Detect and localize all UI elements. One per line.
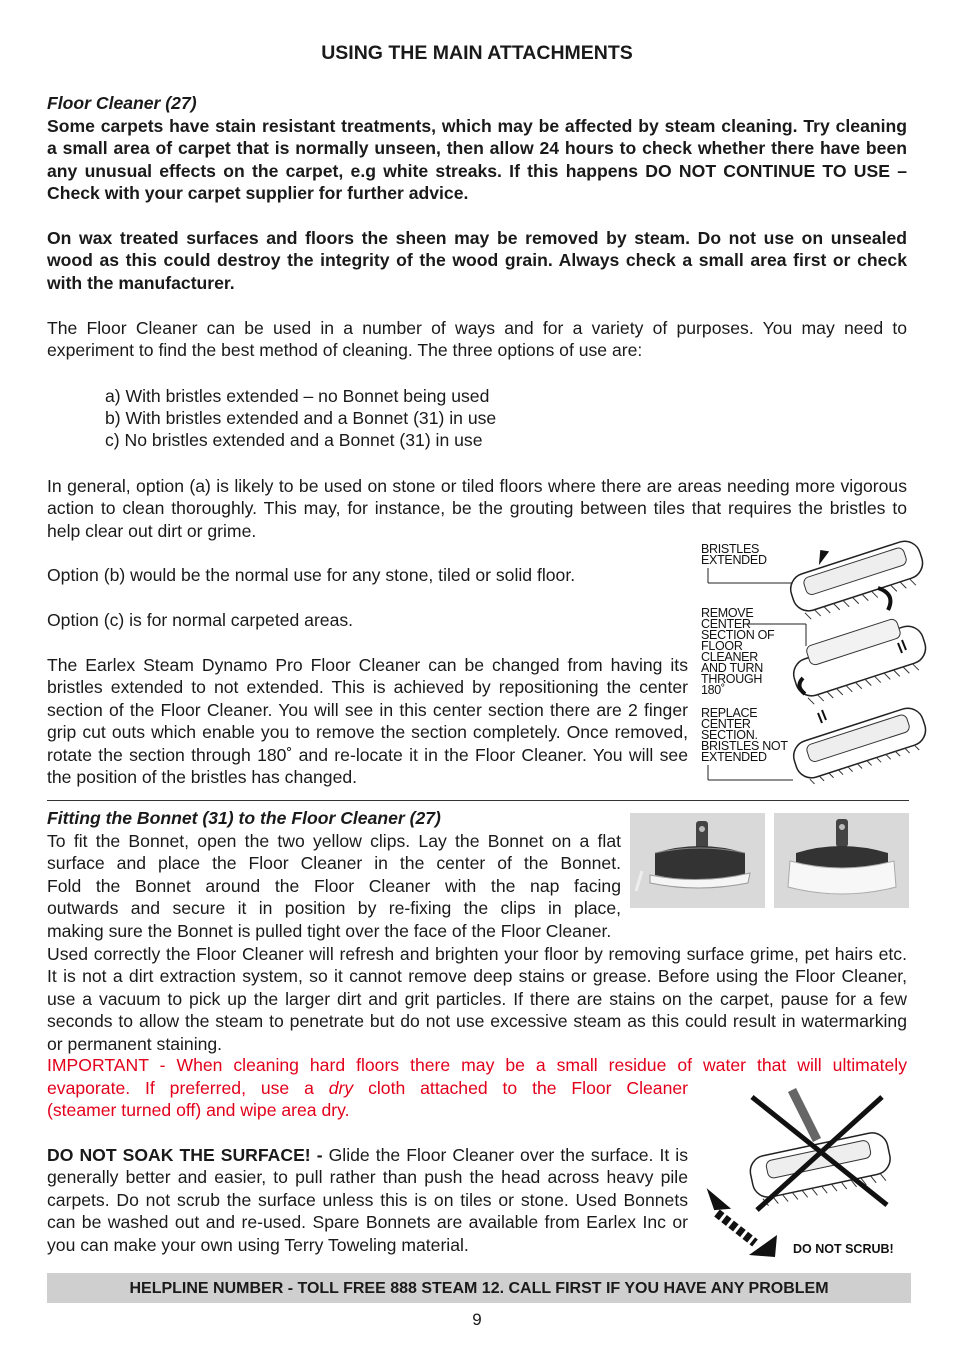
option-c-paragraph: Option (c) is for normal carpeted areas.	[47, 610, 354, 630]
diagram-label-extended	[701, 542, 767, 567]
option-a: a) With bristles extended – no Bonnet being used	[105, 386, 490, 406]
bonnet-line-2: surface and place the Floor Cleaner in the center of the Bonnet.	[47, 853, 621, 874]
used-correctly-paragraph: Used correctly the Floor Cleaner will refresh and brighten your floor by removing surface grime, pet hairs etc. It is not a dirt extraction system, so it cannot remove deep stains or grease. Before using the Floor Cleaner, use a vacuum to pick up the larger dirt and grit particles. If there are stains on the carpet, pause for a few seconds to allow the steam to penetrate but do not use excessive steam as this could result in watermarking or permanent staining.	[47, 944, 907, 1054]
rotate-arrow-icon	[878, 588, 890, 610]
important-line-1: IMPORTANT - When cleaning hard floors there may be a small residue of water that will ultimately	[47, 1055, 907, 1075]
scrub-arrow-icon	[699, 1188, 777, 1257]
section-divider	[47, 800, 909, 801]
cleaner-head-not-extended	[790, 704, 928, 788]
bonnet-line-3: Fold the Bonnet around the Floor Cleaner with the nap facing	[47, 875, 621, 896]
svg-text:EXTENDED: EXTENDED	[701, 750, 767, 764]
bonnet-line-4: outwards and secure it in position by re-fixing the clips in place,	[47, 898, 621, 919]
do-not-scrub-illustration	[697, 1085, 909, 1265]
label-extended: EXTENDED	[701, 553, 767, 567]
important-line-2: evaporate. If preferred, use a dry cloth attached to the Floor Cleaner	[47, 1078, 688, 1098]
important-line-3: (steamer turned off) and wipe area dry.	[47, 1100, 350, 1120]
svg-text:CENTER: CENTER	[701, 717, 751, 731]
bonnet-heading: Fitting the Bonnet (31) to the Floor Cleaner (27)	[47, 808, 441, 828]
page-number: 9	[472, 1310, 482, 1329]
svg-text:AND TURN: AND TURN	[701, 661, 763, 675]
cleaner-head-extended	[781, 528, 928, 623]
svg-text:SECTION.: SECTION.	[701, 728, 758, 742]
diagram-label-remove	[701, 606, 775, 697]
svg-text:THROUGH: THROUGH	[701, 672, 763, 686]
bonnet-photo-open	[630, 813, 765, 908]
do-not-scrub-label: DO NOT SCRUB!	[793, 1242, 894, 1256]
bonnet-instructions	[47, 830, 621, 920]
svg-text:FLOOR: FLOOR	[701, 639, 743, 653]
svg-text:REMOVE: REMOVE	[701, 606, 754, 620]
svg-text:CLEANER: CLEANER	[701, 650, 758, 664]
svg-text:180˚: 180˚	[701, 683, 725, 697]
replace-arrow-icon	[818, 710, 826, 723]
diagram-label-replace	[701, 706, 788, 764]
intro-paragraph: The Floor Cleaner can be used in a number of ways and for a variety of purposes. You may need to experiment to find the best method of cleaning. The three options of use are:	[47, 318, 907, 361]
option-c: c) No bristles extended and a Bonnet (31) in use	[105, 430, 483, 450]
bonnet-photo-fitted	[774, 813, 909, 908]
svg-text:CENTER: CENTER	[701, 617, 751, 631]
general-paragraph: In general, option (a) is likely to be used on stone or tiled floors where there are areas needing more vigorous action to clean thoroughly. This may, for instance, be the grouting between tiles that requires the bristles to help clear out dirt or grime.	[47, 476, 907, 541]
option-b-paragraph: Option (b) would be the normal use for any stone, tiled or solid floor.	[47, 565, 576, 585]
svg-text:REPLACE: REPLACE	[701, 706, 758, 720]
cleaner-head-removed	[786, 612, 928, 708]
bristles-diagram	[698, 528, 928, 790]
label-bristles: BRISTLES	[701, 542, 760, 556]
option-b: b) With bristles extended and a Bonnet (31) in use	[105, 408, 497, 428]
helpline-banner: HELPLINE NUMBER - TOLL FREE 888 STEAM 12. CALL FIRST IF YOU HAVE ANY PROBLEM	[47, 1273, 911, 1303]
do-not-soak-paragraph: DO NOT SOAK THE SURFACE! - Glide the Floor Cleaner over the surface. It is generally better and easier, to pull rather than push the head across heavy pile carpets. Do not scrub the surface unless this is on tiles or stone. Used Bonnets can be washed out and re-used. Spare Bonnets are available from Earlex Inc or you can make your own using Terry Toweling material.	[47, 1145, 688, 1255]
wax-warning: On wax treated surfaces and floors the sheen may be removed by steam. Do not use on unsealed wood as this could destroy the integrity of the wood grain. Always check a small area first or check with the manufacturer.	[47, 228, 907, 293]
dynamo-paragraph: The Earlex Steam Dynamo Pro Floor Cleaner can be changed from having its bristles extended to not extended. This is achieved by repositioning the center section of the Floor Cleaner. You will see in this center section there are 2 finger grip cut outs which enable you to remove the section completely. Once removed, rotate the section through 180˚ and re-locate it in the Floor Cleaner. You will see the position of the bristles has changed.	[47, 655, 688, 788]
svg-text:BRISTLES NOT: BRISTLES NOT	[701, 739, 788, 753]
bonnet-line-5: making sure the Bonnet is pulled tight over the face of the Floor Cleaner.	[47, 921, 612, 941]
page-title: USING THE MAIN ATTACHMENTS	[321, 42, 633, 64]
bonnet-line-1: To fit the Bonnet, open the two yellow clips. Lay the Bonnet on a flat	[47, 831, 621, 851]
carpet-warning: Some carpets have stain resistant treatments, which may be affected by steam cleaning. Try cleaning a small area of carpet that is normally unseen, then allow 24 hours to check whether there have been any unusual effects on the carpet, e.g white streaks. If this happens DO NOT CONTINUE TO USE – Check with your carpet supplier for further advice.	[47, 116, 907, 204]
floor-cleaner-heading: Floor Cleaner (27)	[47, 93, 197, 113]
svg-text:SECTION OF: SECTION OF	[701, 628, 775, 642]
